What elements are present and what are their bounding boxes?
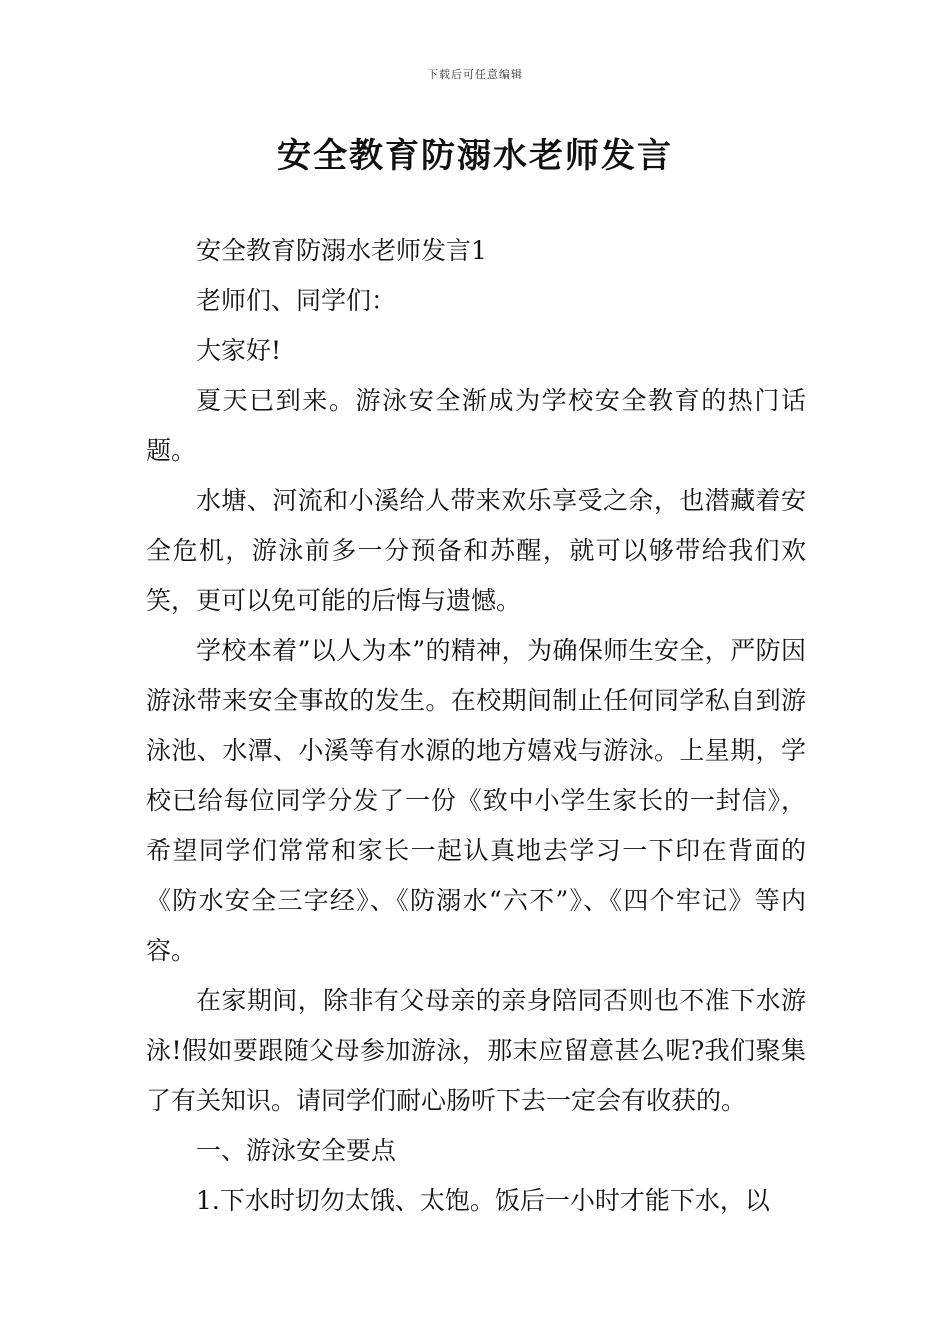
section-heading: 一、游泳安全要点 [196, 1136, 397, 1165]
header-note: 下载后可任意编辑 [427, 68, 523, 81]
paragraph: 夏天已到来。游泳安全渐成为学校安全教育的热门话题。 [146, 386, 806, 465]
document-body [146, 226, 806, 1226]
document-title: 安全教育防溺水老师发言 [277, 136, 673, 176]
paragraph: 水塘、河流和小溪给人带来欢乐享受之余，也潜藏着安全危机，游泳前多一分预备和苏醒，就可以够带给我们欢笑，更可以免可能的后悔与遗憾。 [146, 486, 806, 615]
paragraph: 在家期间，除非有父母亲的亲身陪同否则也不准下水游泳!假如要跟随父母参加游泳，那末应留意甚么呢?我们聚集了有关知识。请同学们耐心肠听下去一定会有收获的。 [146, 986, 806, 1115]
list-item: 1.下水时切勿太饿、太饱。饭后一小时才能下水，以 [196, 1186, 770, 1215]
paragraph-greeting: 大家好! [196, 336, 282, 365]
paragraph-heading: 安全教育防溺水老师发言1 [196, 236, 487, 265]
paragraph: 学校本着”以人为本”的精神，为确保师生安全，严防因游泳带来安全事故的发生。在校期间制止任何同学私自到游泳池、水潭、小溪等有水源的地方嬉戏与游泳。上星期，学校已给每位同学分发了一份《致中小学生家长的一封信》，希望同学们常常和家长一起认真地去学习一下印在背面的《防水安全三字经》、《防溺水“六不”》、《四个牢记》等内容。 [146, 636, 806, 965]
paragraph-salutation: 老师们、同学们： [196, 286, 397, 315]
